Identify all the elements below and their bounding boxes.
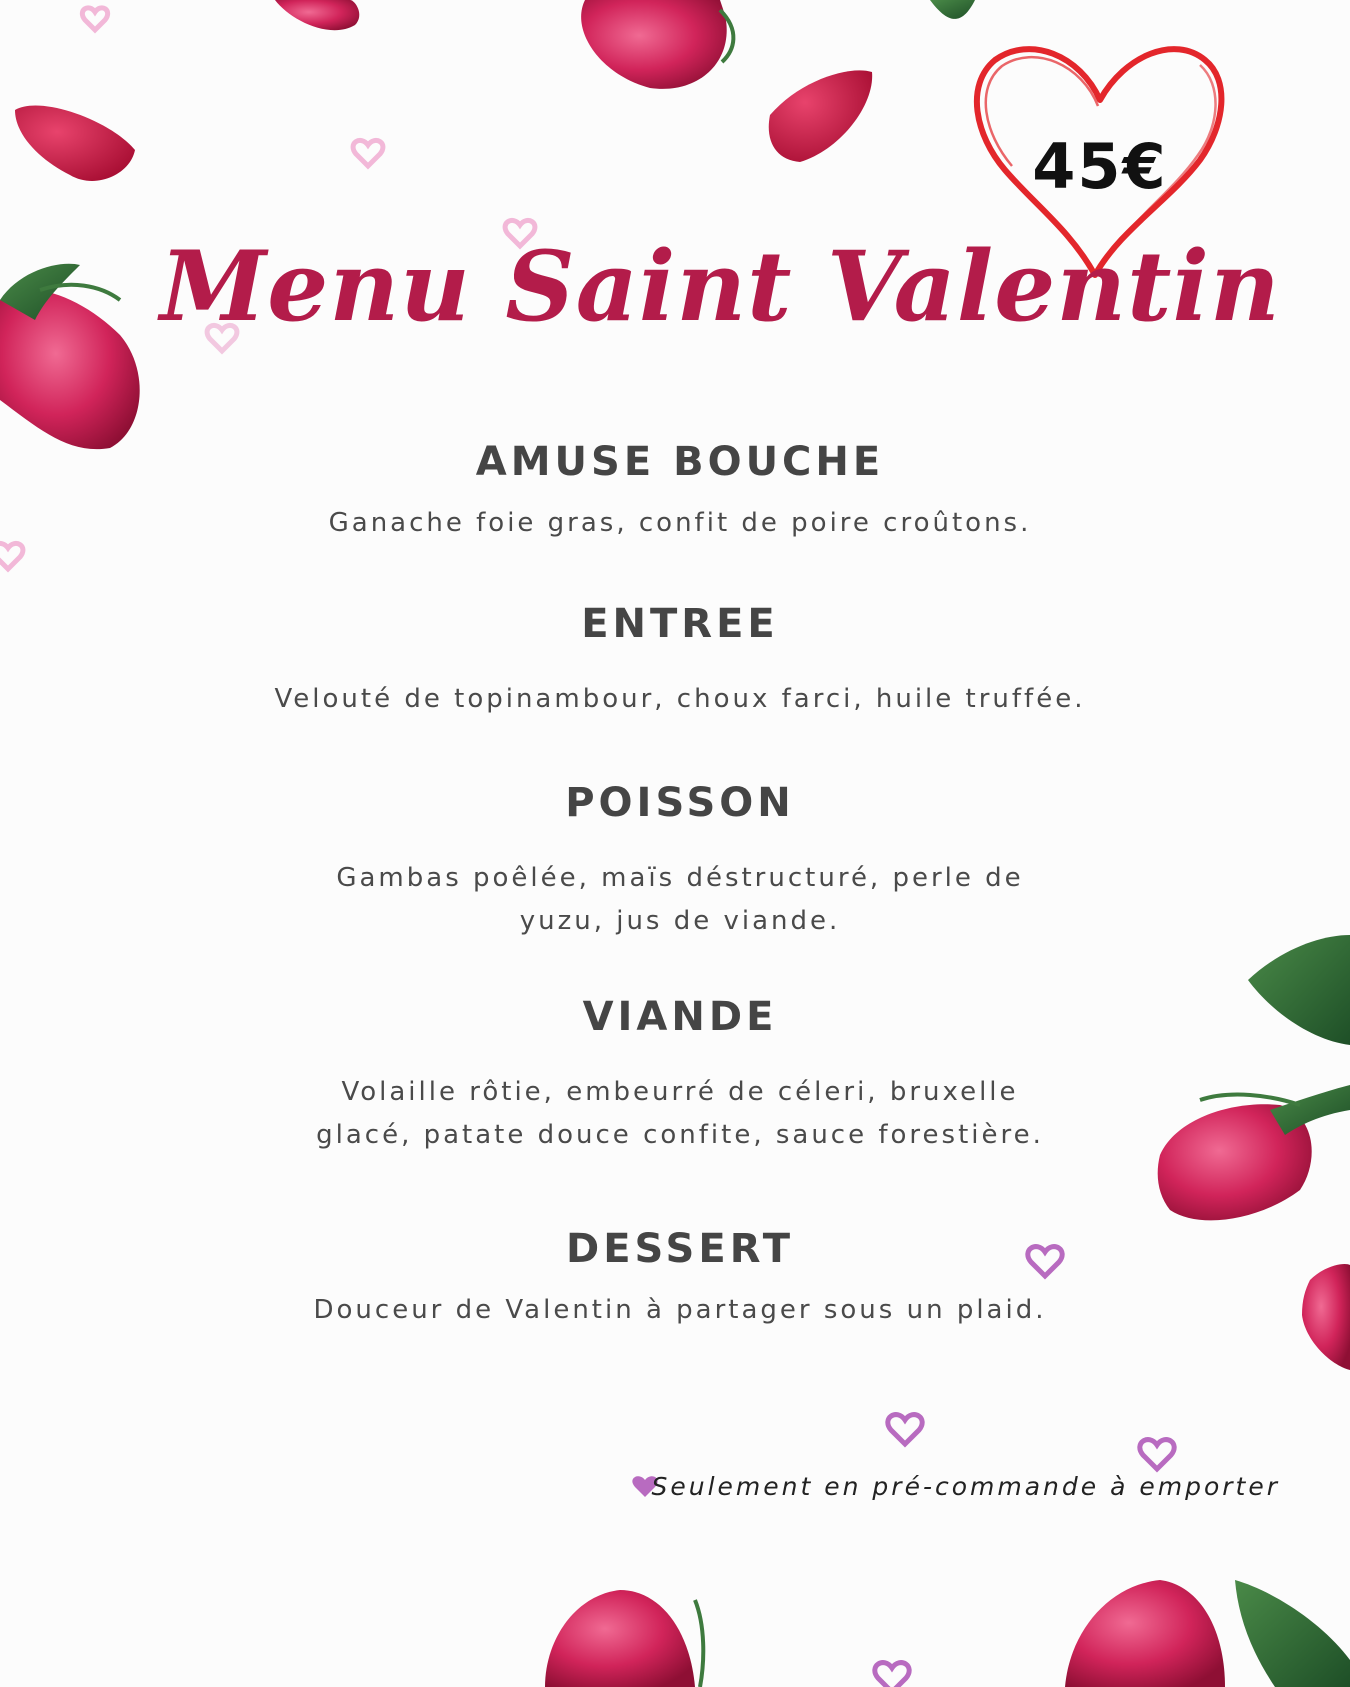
heart-confetti-icon	[353, 140, 383, 166]
course-heading: ENTREE	[581, 601, 779, 647]
rose-icon	[545, 1590, 703, 1687]
course-amuse-bouche	[200, 436, 1160, 545]
course-description: Velouté de topinambour, choux farci, huile truffée.	[274, 684, 1086, 714]
rose-petal-icon	[769, 70, 872, 162]
course-dessert	[200, 1223, 1160, 1332]
rose-icon	[1158, 1085, 1350, 1220]
leaf-icon	[930, 0, 975, 19]
course-description: Volaille rôtie, embeurré de céleri, bruxelle glacé, patate douce confite, sauce forestière.	[316, 1077, 1044, 1150]
course-description: Ganache foie gras, confit de poire croûtons.	[328, 508, 1032, 538]
heart-confetti-icon	[888, 1415, 922, 1444]
rose-icon	[1065, 1580, 1225, 1687]
preorder-note: Seulement en pré-commande à emporter	[651, 1472, 1280, 1501]
course-description: Gambas poêlée, maïs déstructuré, perle de yuzu, jus de viande.	[336, 863, 1024, 936]
rose-icon	[1302, 1264, 1350, 1370]
price: 45€	[1032, 130, 1168, 203]
course-viande	[200, 991, 1160, 1157]
rose-icon	[275, 0, 359, 30]
course-entree	[200, 598, 1160, 721]
course-description: Douceur de Valentin à partager sous un plaid.	[313, 1295, 1047, 1325]
heart-confetti-icon	[0, 543, 23, 569]
leaf-icon	[1235, 1580, 1350, 1687]
rose-petal-icon	[15, 106, 135, 181]
heart-confetti-icon	[82, 8, 107, 30]
course-heading: AMUSE BOUCHE	[475, 439, 885, 485]
leaf-icon	[1248, 935, 1350, 1045]
heart-confetti-icon	[875, 1663, 909, 1687]
page-title: Menu Saint Valentin	[160, 230, 1281, 343]
course-heading: POISSON	[565, 780, 795, 826]
course-heading: DESSERT	[566, 1226, 794, 1272]
course-heading: VIANDE	[582, 994, 778, 1040]
course-poisson	[200, 777, 1160, 943]
rose-icon	[0, 264, 140, 449]
rose-icon	[581, 0, 733, 89]
heart-confetti-icon	[1140, 1440, 1174, 1469]
